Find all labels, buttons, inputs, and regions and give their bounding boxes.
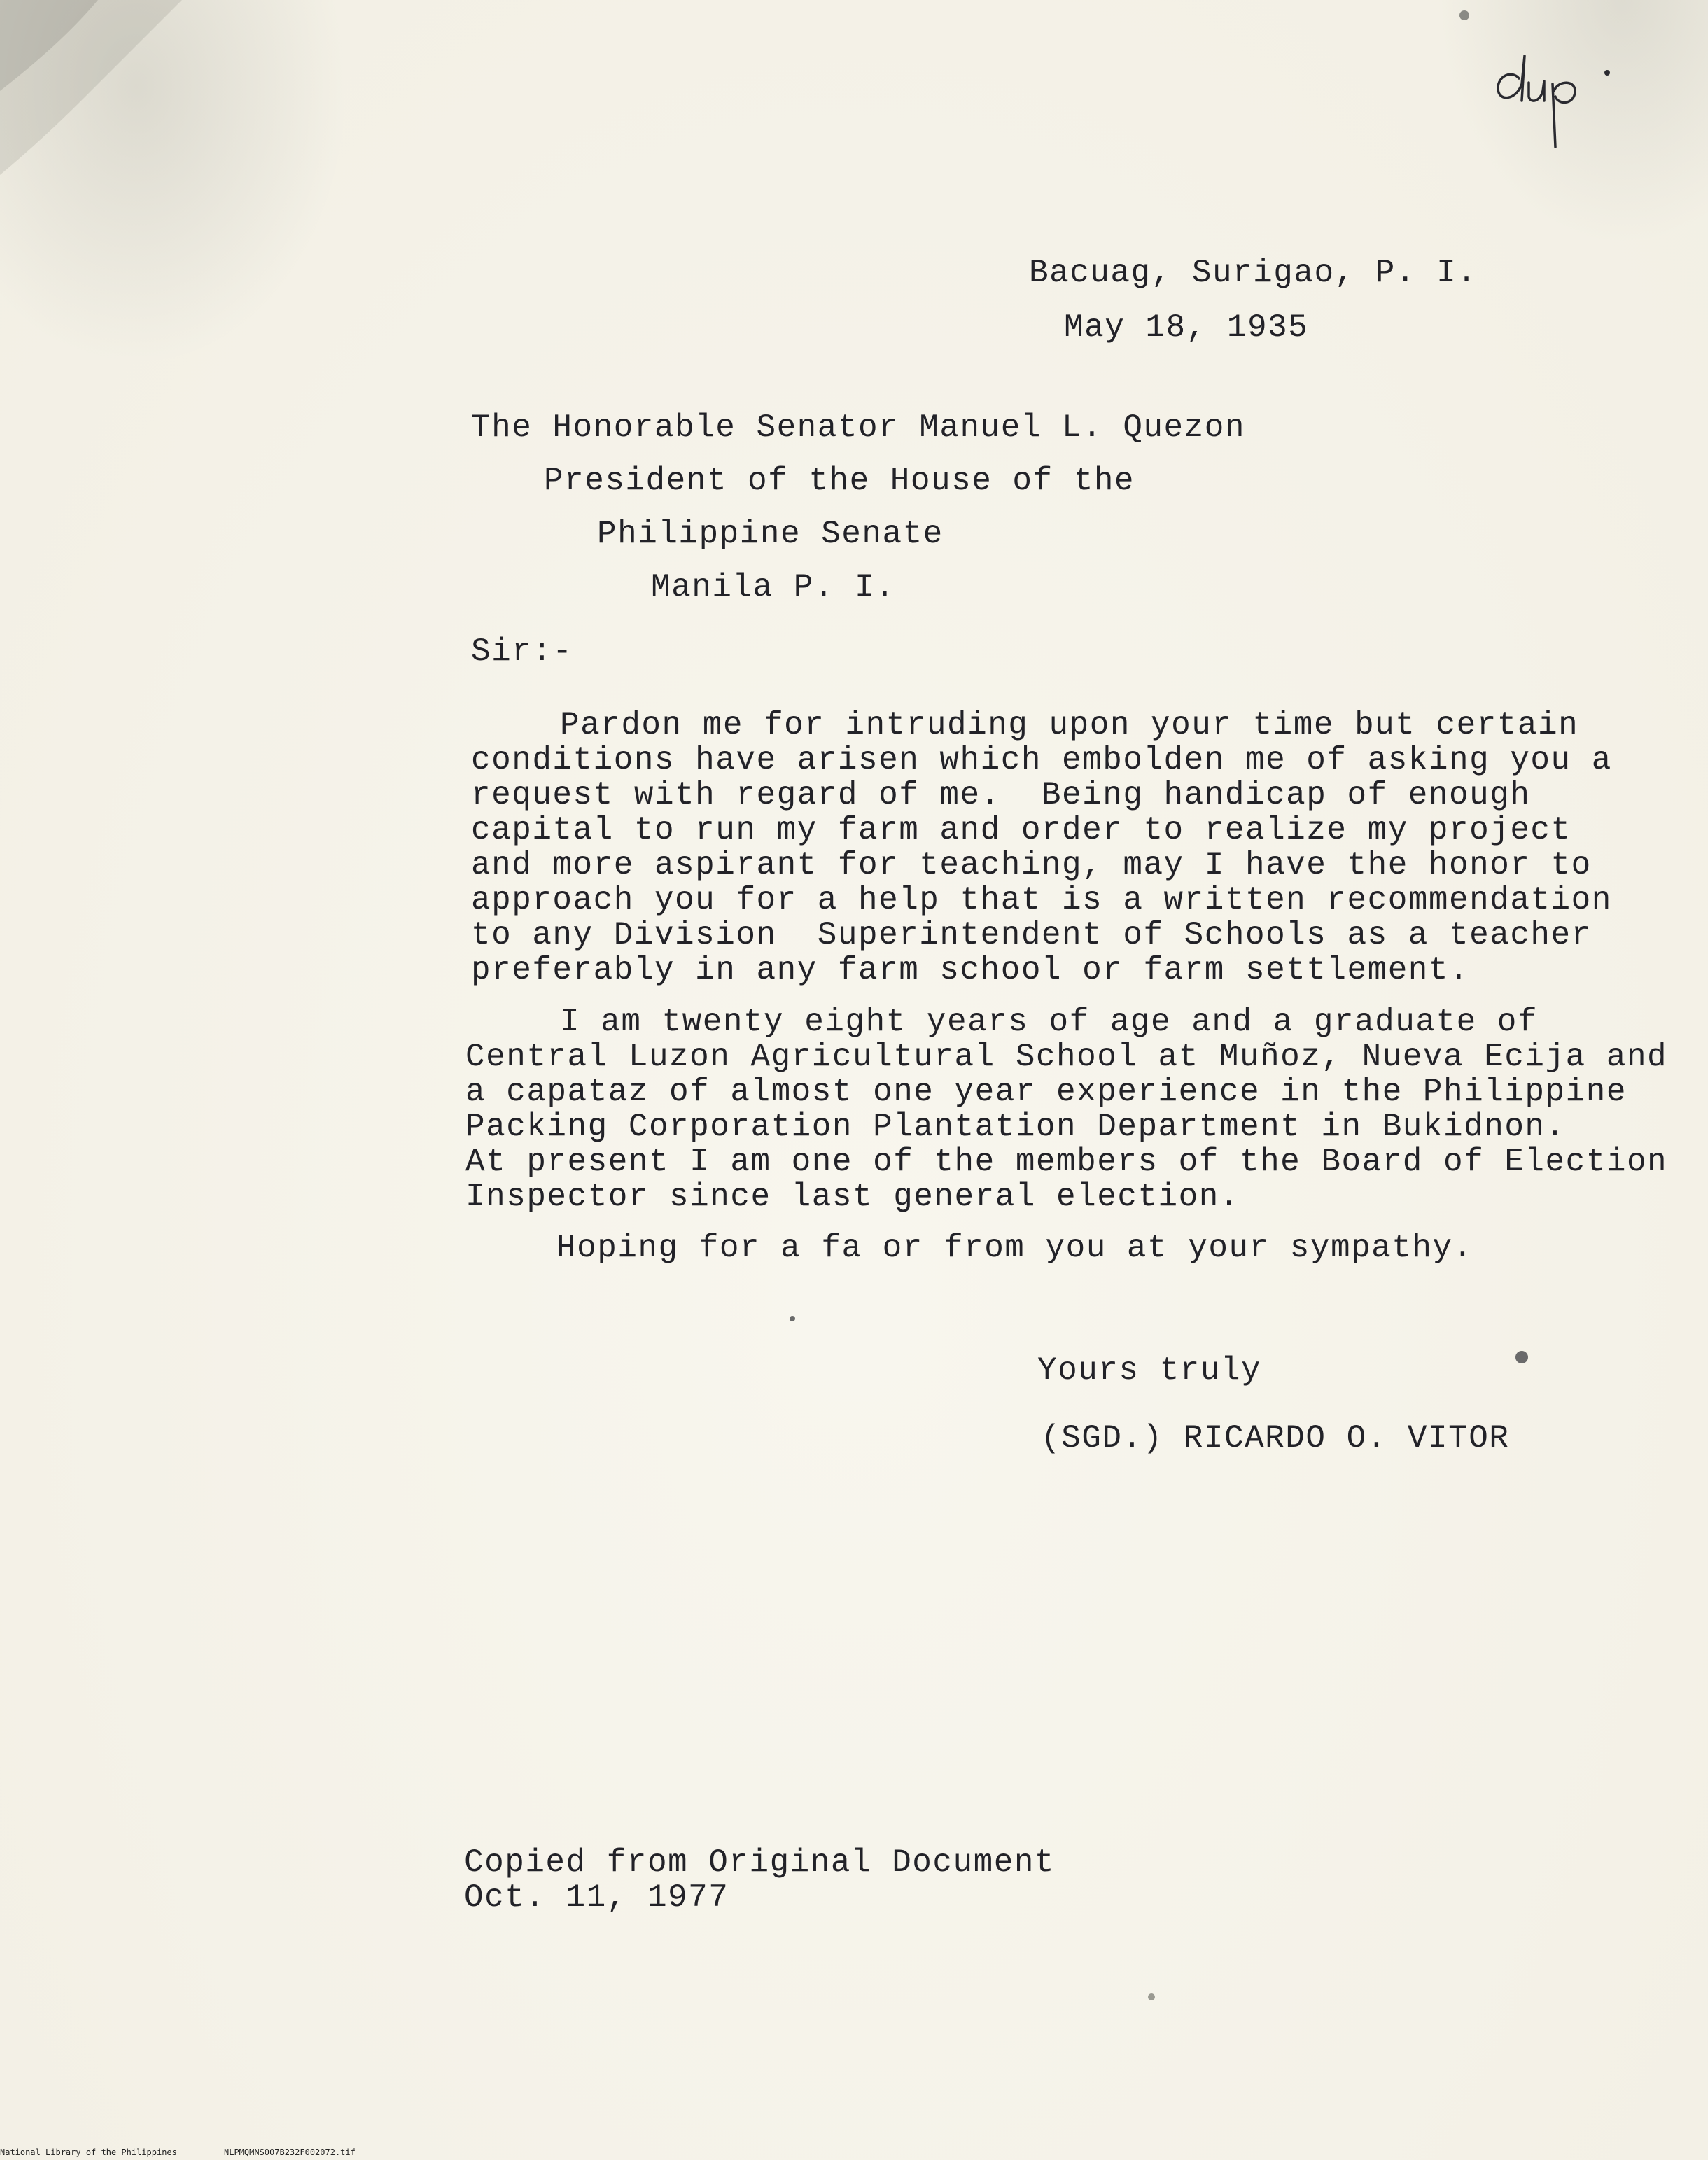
paragraph1-line: request with regard of me. Being handicap of enough [471,777,1531,813]
closing: Yours truly [1037,1352,1262,1389]
signature: (SGD.) RICARDO O. VITOR [1041,1420,1510,1457]
salutation: Sir:- [471,633,573,670]
recipient-line-2: President of the House of the [544,463,1135,499]
sender-place: Bacuag, Surigao, P. I. [1029,255,1478,291]
paper-speck [1516,1351,1528,1363]
paragraph2-line: At present I am one of the members of the Board of Election [465,1144,1668,1180]
footer-filename: NLPMQMNS007B232F002072.tif [224,2147,356,2157]
paragraph1-line: conditions have arisen which embolden me of asking you a [471,742,1612,778]
recipient-line-1: The Honorable Senator Manuel L. Quezon [471,409,1245,446]
paragraph1-line: and more aspirant for teaching, may I have the honor to [471,847,1592,883]
copy-note-date: Oct. 11, 1977 [464,1879,729,1916]
copy-note-line-1: Copied from Original Document [464,1844,1056,1881]
letter-date: May 18, 1935 [1064,309,1309,346]
recipient-line-4: Manila P. I. [651,569,896,605]
handwritten-dup-note [1491,42,1617,161]
paragraph1-line: to any Division Superintendent of Schools as a teacher [471,917,1592,953]
paper-speck [1148,1993,1155,2000]
paragraph1-line: capital to run my farm and order to realize my project [471,812,1572,848]
paper-speck [790,1316,795,1321]
paragraph2-line: Central Luzon Agricultural School at Muñoz, Nueva Ecija and [465,1039,1668,1075]
folded-corner-shadow [0,0,196,196]
footer-library: National Library of the Philippines [0,2147,177,2157]
paragraph2-line: a capataz of almost one year experience in the Philippine [465,1074,1627,1110]
paper-speck [1460,10,1469,20]
paragraph2-line: Inspector since last general election. [465,1179,1240,1215]
paragraph3: Hoping for a fa or from you at your sympathy. [556,1230,1474,1266]
paragraph1-line: preferably in any farm school or farm settlement. [471,952,1470,988]
paragraph2-line: Packing Corporation Plantation Department in Bukidnon. [465,1109,1566,1145]
recipient-line-3: Philippine Senate [597,516,944,552]
paragraph1-line: approach you for a help that is a written recommendation [471,882,1612,918]
paragraph1-line: Pardon me for intruding upon your time but certain [560,707,1579,743]
paragraph2-line: I am twenty eight years of age and a graduate of [560,1004,1539,1040]
